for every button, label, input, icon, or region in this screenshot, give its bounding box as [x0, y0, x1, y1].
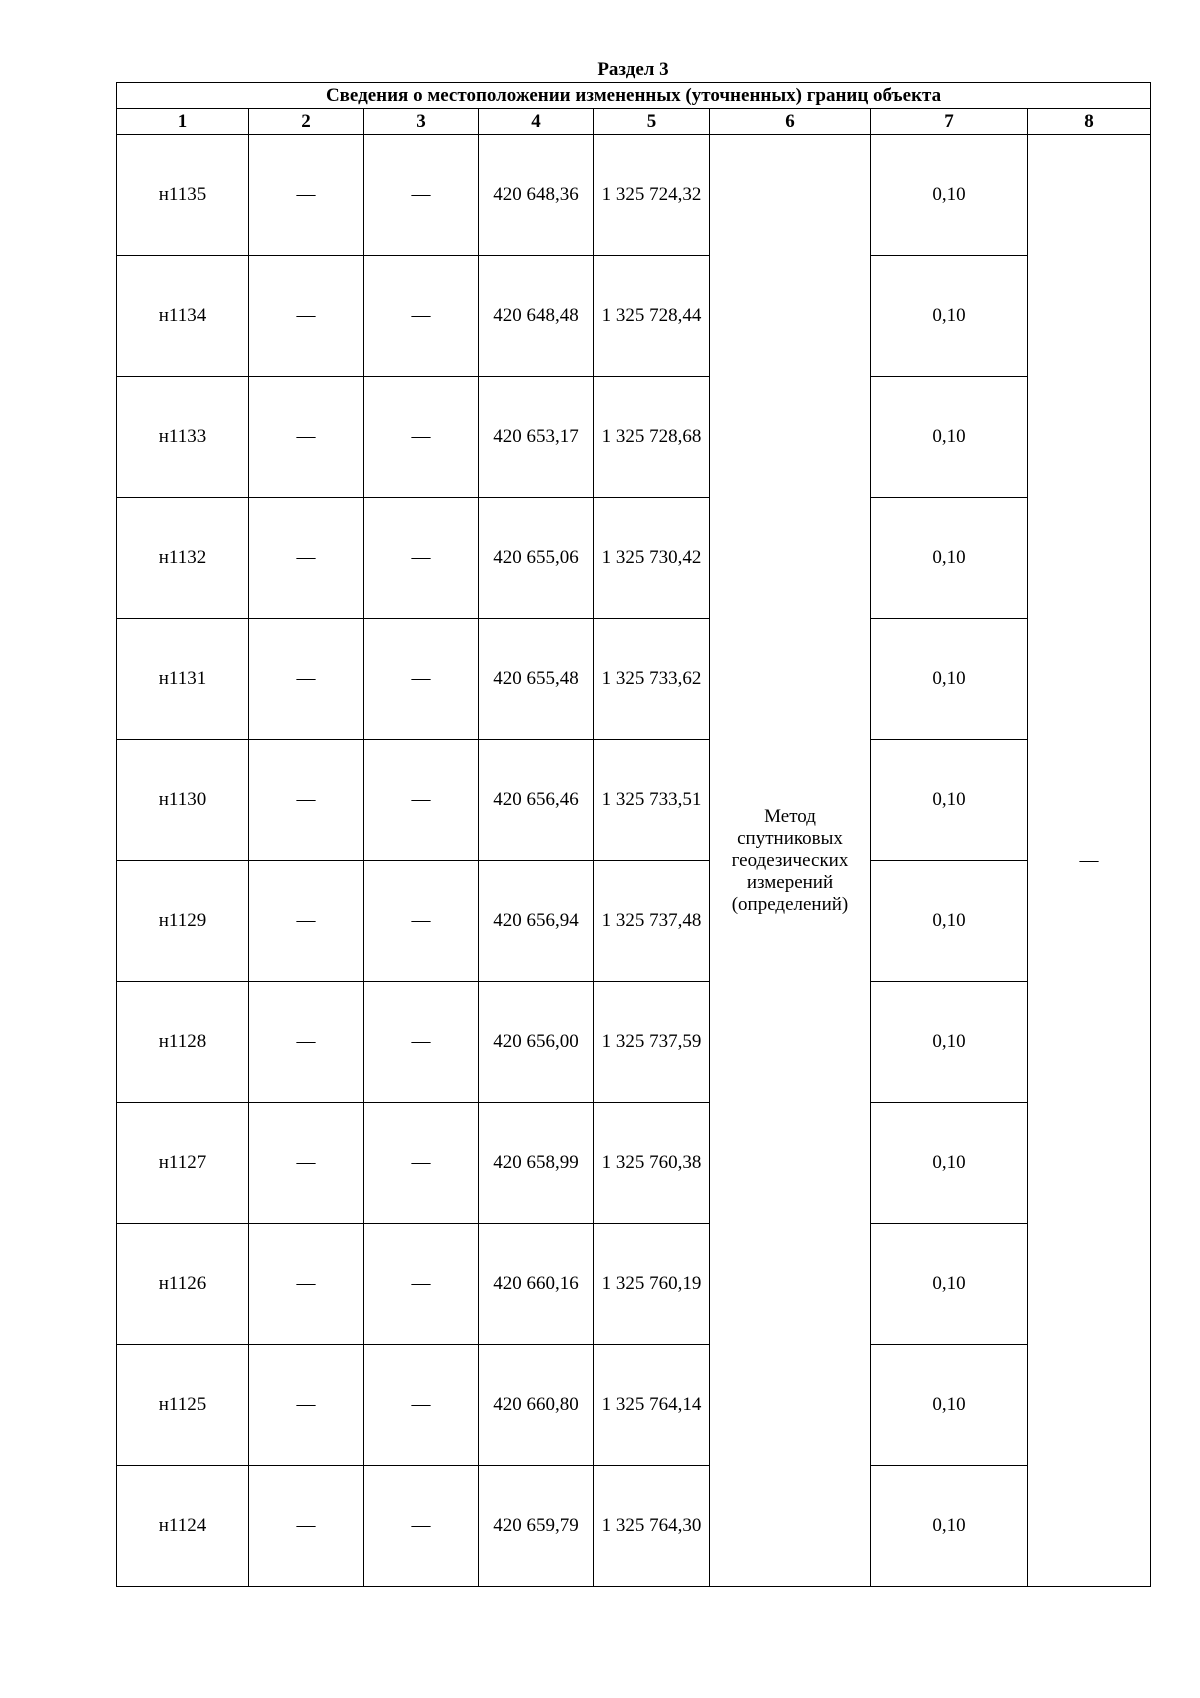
- coordinate-y-cell: 1 325 733,51: [594, 740, 710, 861]
- table-row: [117, 498, 1151, 619]
- column-3-cell: —: [364, 861, 479, 982]
- method-line: спутниковых: [737, 827, 843, 849]
- column-number: 3: [364, 109, 479, 135]
- accuracy-cell: 0,10: [871, 256, 1028, 377]
- point-id-cell: н1130: [117, 740, 249, 861]
- accuracy-cell: 0,10: [871, 740, 1028, 861]
- column-3-cell: —: [364, 619, 479, 740]
- column-2-cell: —: [249, 135, 364, 256]
- table-row: [117, 1345, 1151, 1466]
- column-2-cell: —: [249, 1224, 364, 1345]
- column-number: 6: [710, 109, 871, 135]
- coordinate-x-cell: 420 655,06: [479, 498, 594, 619]
- accuracy-cell: 0,10: [871, 377, 1028, 498]
- boundary-points-table: [116, 82, 1151, 1587]
- point-id-cell: н1128: [117, 982, 249, 1103]
- column-3-cell: —: [364, 1345, 479, 1466]
- coordinate-y-cell: 1 325 724,32: [594, 135, 710, 256]
- column-number: 8: [1028, 109, 1151, 135]
- column-2-cell: —: [249, 982, 364, 1103]
- table-row: [117, 861, 1151, 982]
- coordinate-y-cell: 1 325 737,59: [594, 982, 710, 1103]
- coordinate-x-cell: 420 655,48: [479, 619, 594, 740]
- column-3-cell: —: [364, 1103, 479, 1224]
- coordinate-y-cell: 1 325 728,44: [594, 256, 710, 377]
- accuracy-cell: 0,10: [871, 498, 1028, 619]
- point-id-cell: н1129: [117, 861, 249, 982]
- coordinate-x-cell: 420 656,00: [479, 982, 594, 1103]
- column-2-cell: —: [249, 498, 364, 619]
- accuracy-cell: 0,10: [871, 619, 1028, 740]
- column-3-cell: —: [364, 982, 479, 1103]
- column-2-cell: —: [249, 1345, 364, 1466]
- coordinate-y-cell: 1 325 733,62: [594, 619, 710, 740]
- point-id-cell: н1127: [117, 1103, 249, 1224]
- column-2-cell: —: [249, 740, 364, 861]
- coordinate-y-cell: 1 325 737,48: [594, 861, 710, 982]
- accuracy-cell: 0,10: [871, 1103, 1028, 1224]
- column-8-cell: —: [1028, 135, 1151, 1587]
- accuracy-cell: 0,10: [871, 861, 1028, 982]
- method-line: Метод: [764, 805, 816, 827]
- coordinate-y-cell: 1 325 764,14: [594, 1345, 710, 1466]
- column-number: 4: [479, 109, 594, 135]
- point-id-cell: н1132: [117, 498, 249, 619]
- section-title: Раздел 3: [597, 59, 669, 80]
- accuracy-cell: 0,10: [871, 982, 1028, 1103]
- point-id-cell: н1125: [117, 1345, 249, 1466]
- column-3-cell: —: [364, 740, 479, 861]
- column-3-cell: —: [364, 498, 479, 619]
- table-row: [117, 740, 1151, 861]
- table-row: [117, 1224, 1151, 1345]
- coordinate-x-cell: 420 656,94: [479, 861, 594, 982]
- coordinate-x-cell: 420 659,79: [479, 1466, 594, 1587]
- table-caption-row: [117, 83, 1151, 109]
- table-row: [117, 619, 1151, 740]
- column-2-cell: —: [249, 861, 364, 982]
- table-row: [117, 377, 1151, 498]
- column-2-cell: —: [249, 377, 364, 498]
- point-id-cell: н1133: [117, 377, 249, 498]
- column-3-cell: —: [364, 1224, 479, 1345]
- coordinate-x-cell: 420 656,46: [479, 740, 594, 861]
- column-2-cell: —: [249, 1103, 364, 1224]
- column-3-cell: —: [364, 135, 479, 256]
- coordinate-x-cell: 420 660,16: [479, 1224, 594, 1345]
- coordinate-x-cell: 420 648,48: [479, 256, 594, 377]
- coordinate-x-cell: 420 658,99: [479, 1103, 594, 1224]
- point-id-cell: н1126: [117, 1224, 249, 1345]
- coordinate-y-cell: 1 325 760,19: [594, 1224, 710, 1345]
- method-line: измерений: [746, 871, 834, 893]
- coordinate-y-cell: 1 325 760,38: [594, 1103, 710, 1224]
- column-2-cell: —: [249, 1466, 364, 1587]
- accuracy-cell: 0,10: [871, 135, 1028, 256]
- column-number: 1: [117, 109, 249, 135]
- coordinate-y-cell: 1 325 764,30: [594, 1466, 710, 1587]
- method-cell: [710, 135, 871, 1587]
- table-caption: Сведения о местоположении измененных (уточненных) границ объекта: [117, 83, 1151, 109]
- coordinate-y-cell: 1 325 730,42: [594, 498, 710, 619]
- table-row: [117, 1103, 1151, 1224]
- accuracy-cell: 0,10: [871, 1345, 1028, 1466]
- table-row: [117, 982, 1151, 1103]
- column-3-cell: —: [364, 1466, 479, 1587]
- method-line: (определений): [731, 893, 849, 915]
- accuracy-cell: 0,10: [871, 1224, 1028, 1345]
- column-3-cell: —: [364, 256, 479, 377]
- coordinate-x-cell: 420 648,36: [479, 135, 594, 256]
- column-number-row: [117, 109, 1151, 135]
- method-line: геодезических: [731, 849, 849, 871]
- point-id-cell: н1131: [117, 619, 249, 740]
- column-number: 5: [594, 109, 710, 135]
- table-row: [117, 1466, 1151, 1587]
- point-id-cell: н1124: [117, 1466, 249, 1587]
- coordinate-x-cell: 420 653,17: [479, 377, 594, 498]
- column-3-cell: —: [364, 377, 479, 498]
- coordinate-y-cell: 1 325 728,68: [594, 377, 710, 498]
- column-number: 2: [249, 109, 364, 135]
- column-number: 7: [871, 109, 1028, 135]
- coordinate-x-cell: 420 660,80: [479, 1345, 594, 1466]
- point-id-cell: н1135: [117, 135, 249, 256]
- table-row: [117, 256, 1151, 377]
- point-id-cell: н1134: [117, 256, 249, 377]
- table-row: [117, 135, 1151, 256]
- column-2-cell: —: [249, 256, 364, 377]
- column-2-cell: —: [249, 619, 364, 740]
- accuracy-cell: 0,10: [871, 1466, 1028, 1587]
